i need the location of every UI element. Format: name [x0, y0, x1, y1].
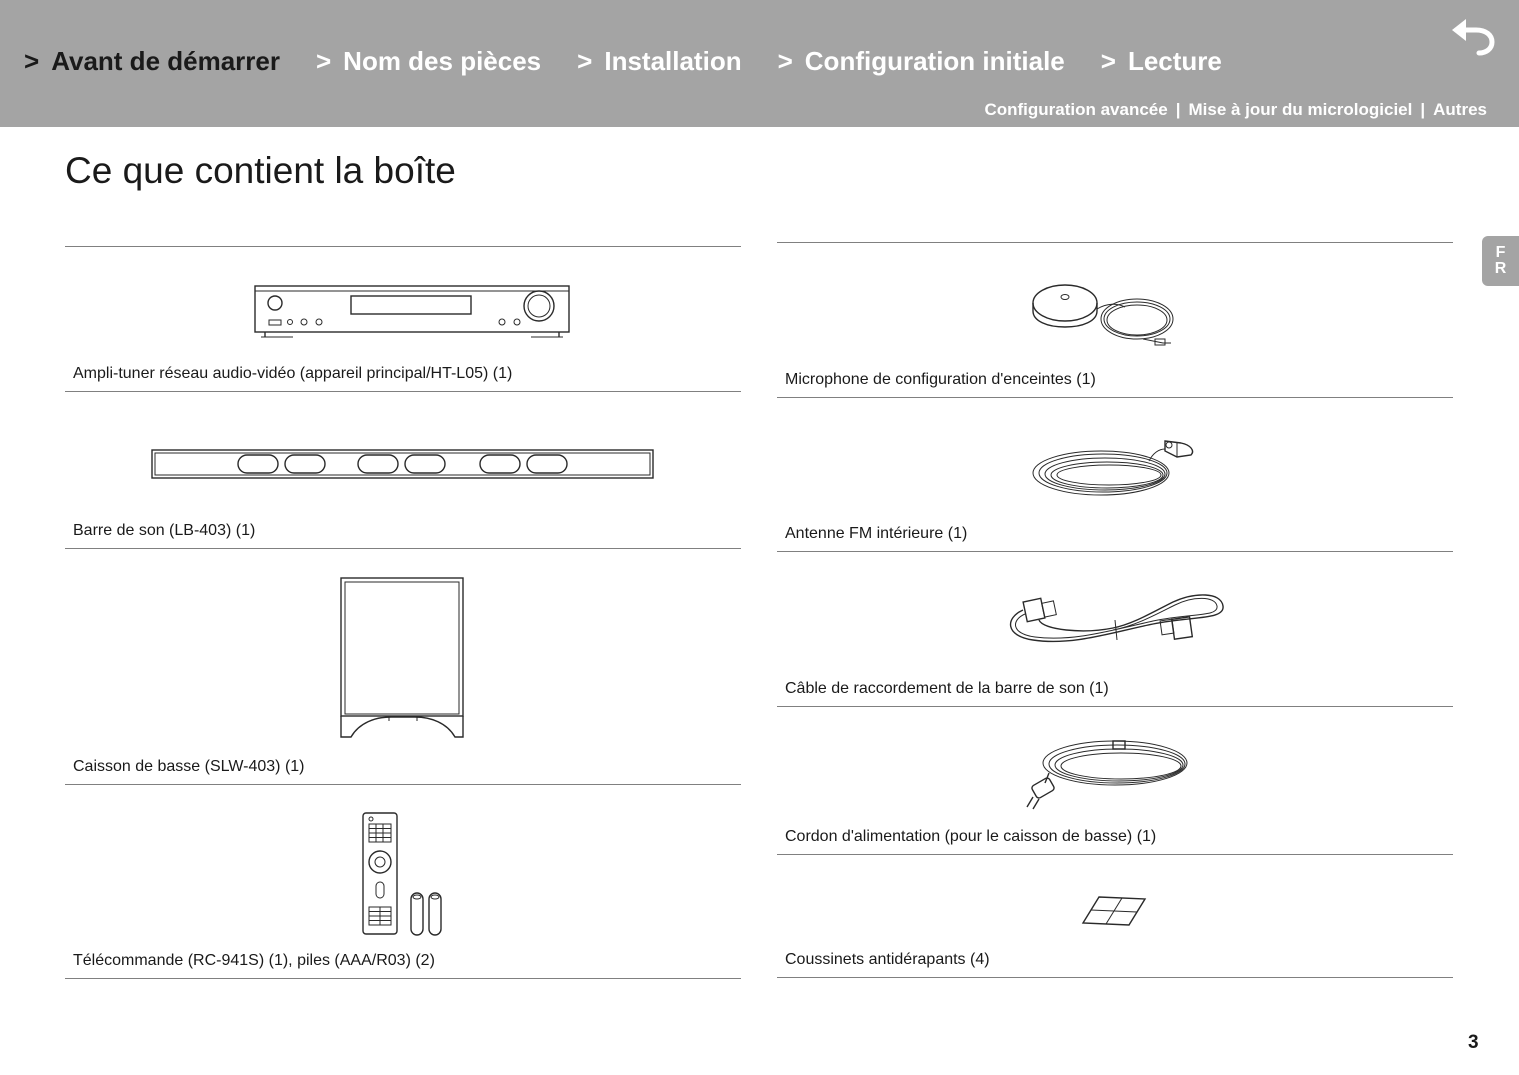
contents-item	[777, 552, 1453, 707]
nav-item-label: Installation	[604, 46, 742, 76]
sub-nav	[984, 100, 1487, 120]
nav-arrow-icon: >	[24, 46, 40, 76]
power-cord-icon	[1019, 735, 1191, 813]
subnav-link-mise-a-jour[interactable]: Mise à jour du micrologiciel	[1188, 100, 1413, 119]
nav-item-installation[interactable]	[577, 44, 741, 78]
header-bar	[0, 0, 1519, 127]
item-label: Antenne FM intérieure (1)	[785, 525, 968, 542]
main-nav	[24, 44, 1258, 78]
fm-antenna-icon	[1031, 435, 1199, 501]
nav-arrow-icon: >	[1100, 46, 1116, 76]
soundbar-icon	[150, 447, 656, 483]
nav-item-lecture[interactable]	[1101, 44, 1222, 78]
microphone-icon	[1031, 281, 1177, 349]
remote-batteries-icon	[361, 811, 451, 937]
nav-item-label: Configuration initiale	[804, 46, 1065, 76]
subnav-link-autres[interactable]: Autres	[1433, 100, 1487, 119]
nav-arrow-icon: >	[577, 46, 593, 76]
nav-item-avant-de-demarrer[interactable]	[24, 44, 280, 78]
nav-item-label: Lecture	[1127, 46, 1222, 76]
contents-item	[777, 242, 1453, 398]
connection-cable-icon	[1003, 590, 1229, 652]
contents-item	[65, 246, 741, 392]
language-tab[interactable]	[1482, 236, 1519, 286]
nav-item-label: Nom des pièces	[343, 46, 542, 76]
av-receiver-icon	[253, 283, 573, 339]
subwoofer-icon	[339, 575, 467, 741]
subnav-link-configuration-avancee[interactable]: Configuration avancée	[984, 100, 1168, 119]
subnav-separator: |	[1420, 100, 1426, 119]
page-title: Ce que contient la boîte	[65, 150, 456, 191]
contents-item	[65, 785, 741, 979]
nav-arrow-icon: >	[777, 46, 793, 76]
item-label: Barre de son (LB-403) (1)	[73, 522, 256, 539]
contents-item	[65, 549, 741, 785]
nav-item-nom-des-pieces[interactable]	[316, 44, 541, 78]
item-label: Coussinets antidérapants (4)	[785, 951, 990, 968]
item-label: Télécommande (RC-941S) (1), piles (AAA/R03) (2)	[73, 952, 435, 969]
subnav-separator: |	[1175, 100, 1181, 119]
nav-item-configuration-initiale[interactable]	[778, 44, 1065, 78]
language-tab-letter: R	[1494, 260, 1507, 277]
page-number: 3	[1468, 1032, 1479, 1053]
language-tab-letter: F	[1495, 244, 1506, 261]
non-slip-pads-icon	[1081, 895, 1147, 927]
contents-item	[777, 397, 1453, 552]
item-label: Caisson de basse (SLW-403) (1)	[73, 758, 305, 775]
item-label: Microphone de configuration d'enceintes (1)	[785, 371, 1096, 388]
item-label: Câble de raccordement de la barre de son (1)	[785, 680, 1109, 697]
item-label: Cordon d'alimentation (pour le caisson de basse) (1)	[785, 828, 1157, 845]
nav-arrow-icon: >	[315, 46, 332, 76]
item-label: Ampli-tuner réseau audio-vidéo (appareil principal/HT-L05) (1)	[73, 365, 513, 382]
contents-item	[777, 707, 1453, 855]
contents-item	[777, 855, 1453, 978]
contents-item	[65, 391, 741, 549]
nav-item-label: Avant de démarrer	[51, 46, 280, 76]
return-arrow-icon[interactable]	[1450, 16, 1498, 56]
